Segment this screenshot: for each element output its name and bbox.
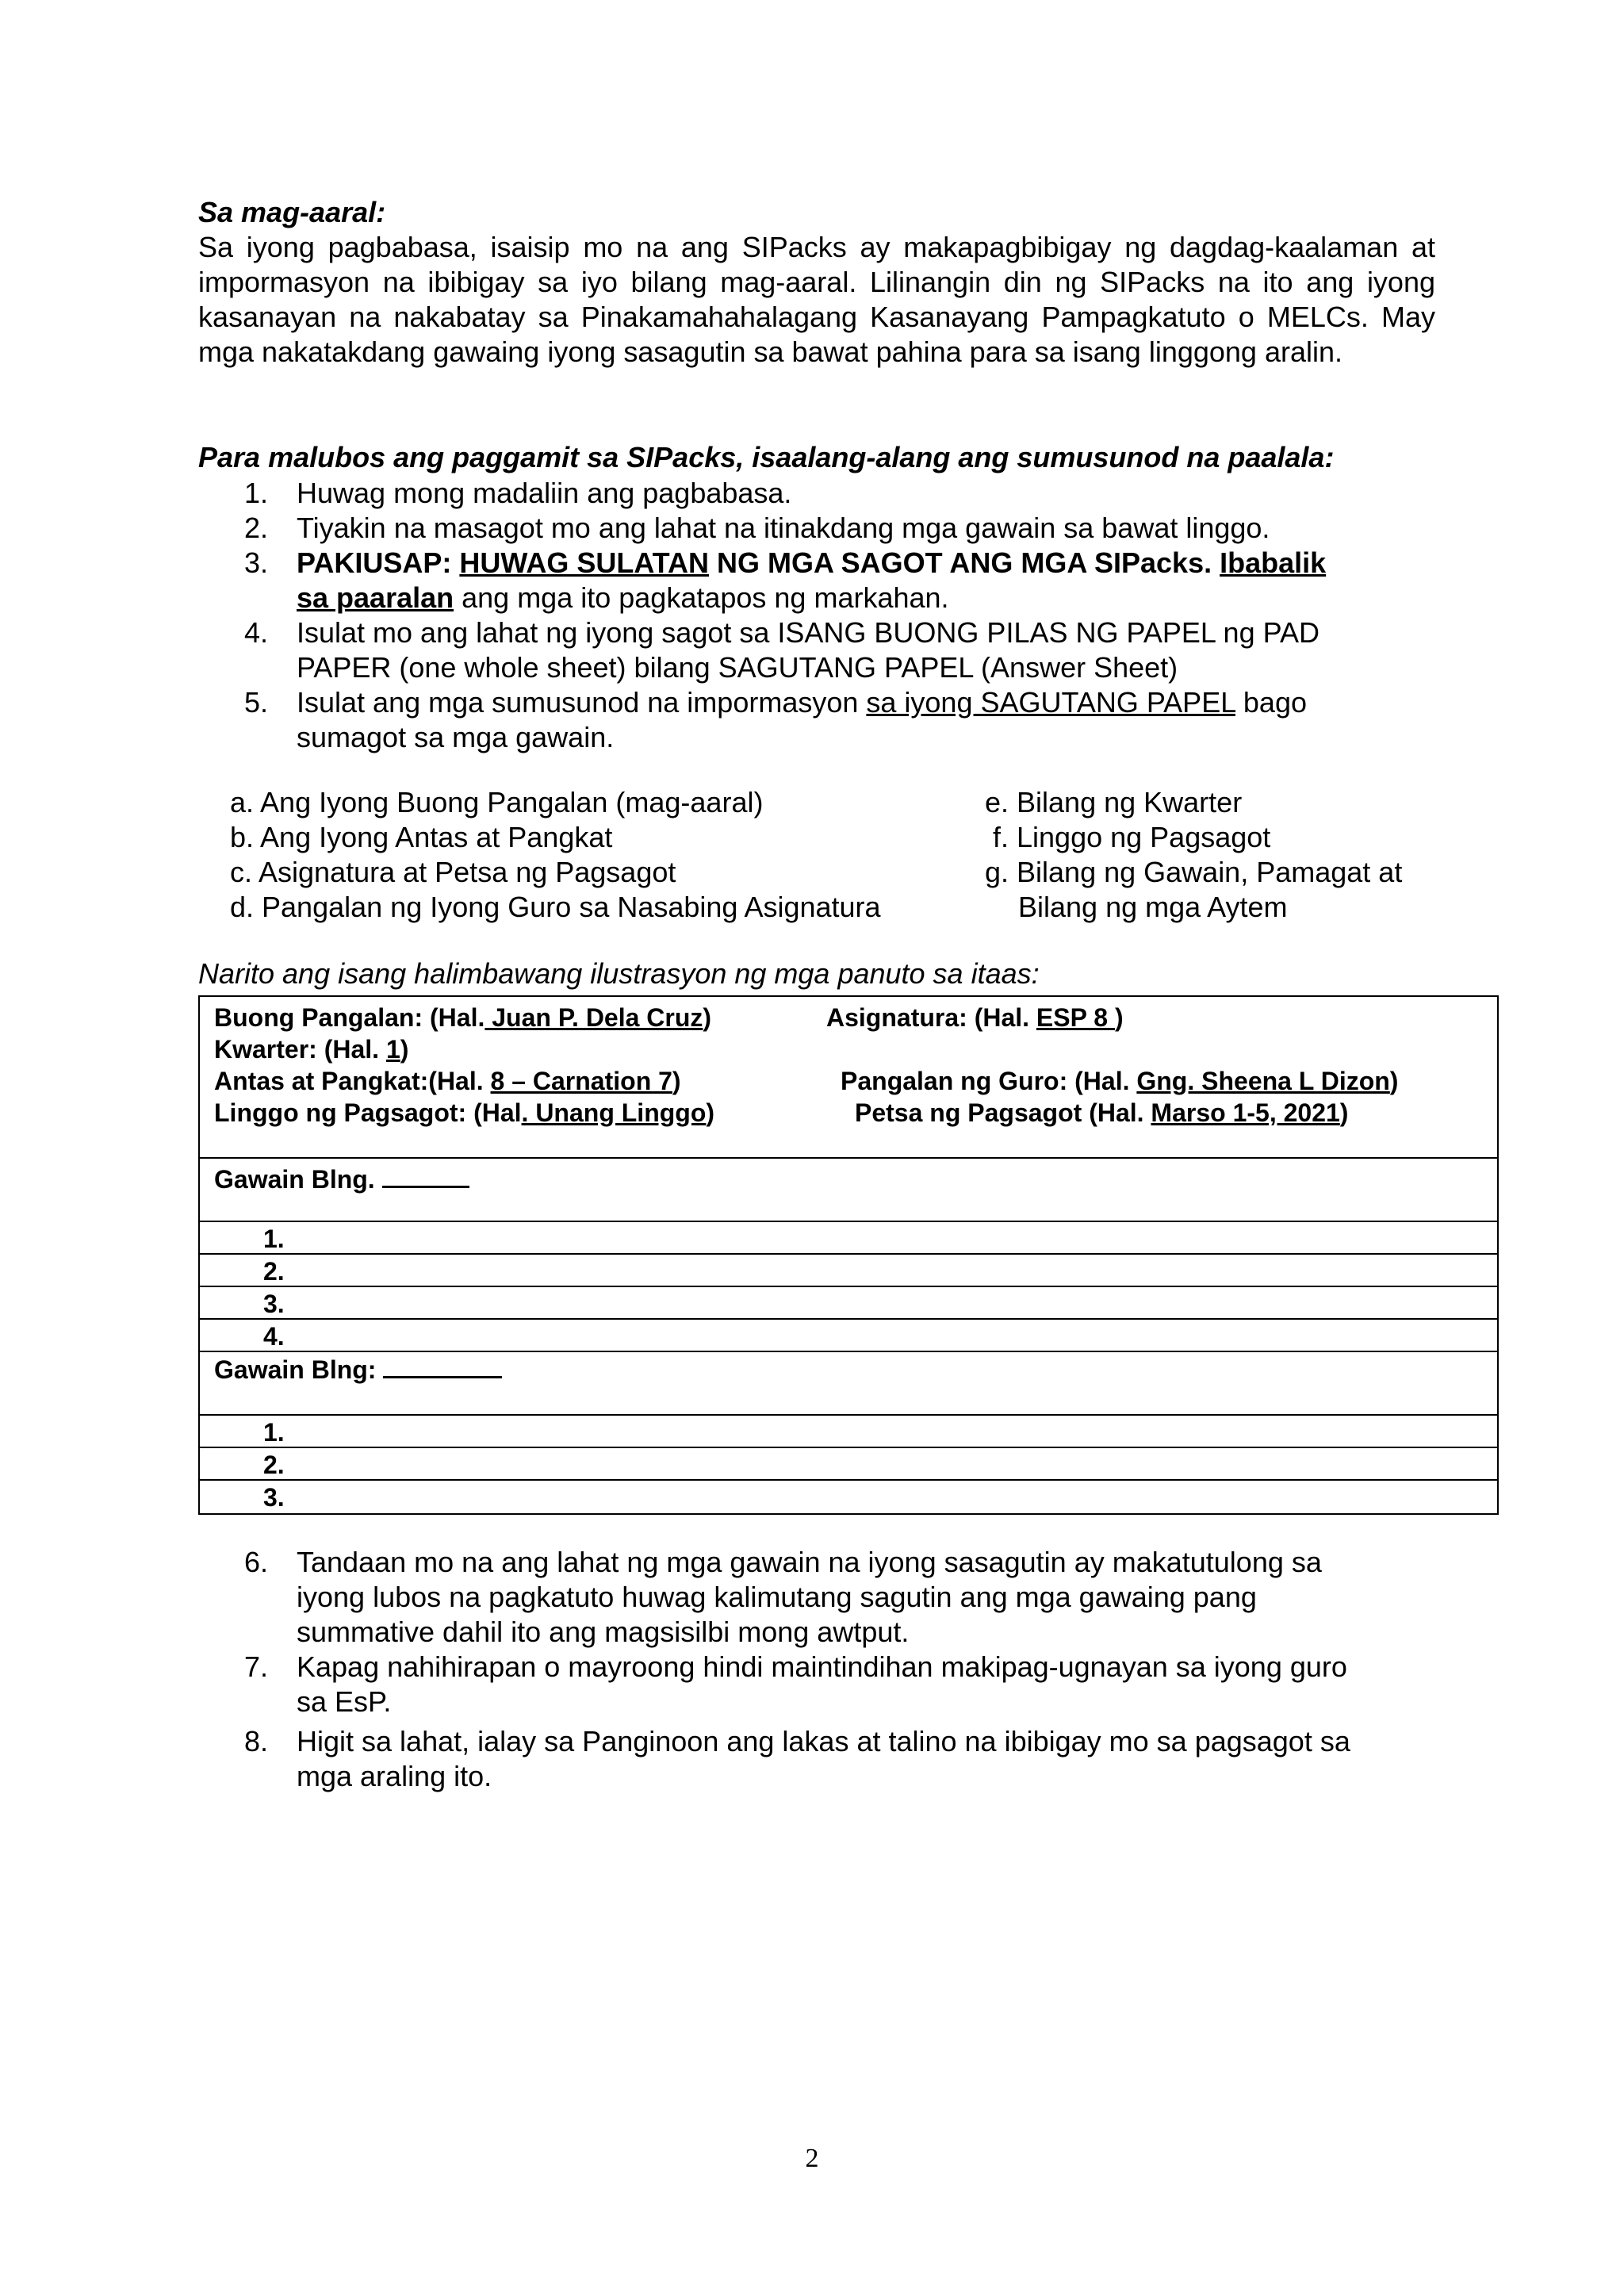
- info-item-d: d. Pangalan ng Iyong Guro sa Nasabing Asignatura: [230, 891, 881, 923]
- sample-answer-sheet: [198, 995, 1499, 1515]
- list-item: 7. Kapag nahihirapan o mayroong hindi maintindihan makipag-ugnayan sa iyong guro sa EsP.: [244, 1650, 1347, 1718]
- list-item: 8. Higit sa lahat, ialay sa Panginoon ang lakas at talino na ibibigay mo sa pagsagot sa mga araling ito.: [244, 1725, 1350, 1792]
- list-item: 2. Tiyakin na masagot mo ang lahat na itinakdang mga gawain sa bawat linggo.: [244, 512, 1270, 544]
- info-item-c: c. Asignatura at Petsa ng Pagsagot: [230, 856, 676, 888]
- list-item: 5. Isulat ang mga sumusunod na impormasyon sa iyong SAGUTANG PAPEL bago sumagot sa mga gawain.: [244, 686, 1307, 753]
- page-number: 2: [805, 2144, 819, 2173]
- info-item-e: e. Bilang ng Kwarter: [985, 786, 1243, 818]
- sample-kwarter: Kwarter: (Hal. 1): [214, 1035, 409, 1064]
- table-row: 3.: [200, 1287, 1497, 1320]
- sample-header-info: [200, 997, 1497, 1159]
- illustration-caption: Narito ang isang halimbawang ilustrasyon ng mga panuto sa itaas:: [198, 957, 1040, 990]
- table-row: 1.: [200, 1222, 1497, 1255]
- intro-paragraph: Sa iyong pagbabasa, isaisip mo na ang SIPacks ay makapagbibigay ng dagdag-kaalaman at impormasyon na ibibigay sa iyo bilang mag-aaral. Lilinangin din ng SIPacks na ito ang iyong kasanayan na nakabatay sa Pinakamahahalagang Kasanayang Pampagkatuto o MELCs. May mga nakatakdang gawaing iyong sasagutin sa bawat pahina para sa isang linggong aralin.: [198, 231, 1435, 368]
- list-item: 6. Tandaan mo na ang lahat ng mga gawain na iyong sasagutin ay makatutulong sa iyong lubos na pagkatuto huwag kalimutang sagutin ang mga gawaing pang summative dahil ito ang magsisilbi mong awtput.: [244, 1546, 1322, 1648]
- blank-line: [382, 1162, 469, 1188]
- table-row: 2.: [200, 1255, 1497, 1287]
- list-item: 1. Huwag mong madaliin ang pagbabasa.: [244, 477, 792, 509]
- blank-line: [383, 1352, 502, 1378]
- info-item-b: b. Ang Iyong Antas at Pangkat: [230, 821, 613, 853]
- reminders-list-bottom: [198, 1545, 1435, 1794]
- section-heading: Sa mag-aaral:: [198, 196, 386, 228]
- list-item: 4. Isulat mo ang lahat ng iyong sagot sa ISANG BUONG PILAS NG PAPEL ng PAD PAPER (one whole sheet) bilang SAGUTANG PAPEL (Answer Sheet): [244, 616, 1320, 684]
- sample-guro: Pangalan ng Guro: (Hal. Gng. Sheena L Dizon): [841, 1067, 1399, 1095]
- sample-gawain-2: Gawain Blng:: [200, 1352, 1497, 1416]
- sample-asignatura: Asignatura: (Hal. ESP 8 ): [826, 1003, 1124, 1032]
- sample-buong-pangalan: Buong Pangalan: (Hal. Juan P. Dela Cruz): [214, 1003, 712, 1032]
- info-item-f: f. Linggo ng Pagsagot: [993, 821, 1271, 853]
- table-row: 2.: [200, 1448, 1497, 1481]
- reminders-heading: Para malubos ang paggamit sa SIPacks, isaalang-alang ang sumusunod na paalala:: [198, 441, 1335, 473]
- info-item-g: g. Bilang ng Gawain, Pamagat at: [985, 856, 1403, 888]
- info-item-a: a. Ang Iyong Buong Pangalan (mag-aaral): [230, 786, 764, 818]
- table-row: 3.: [263, 1483, 285, 1512]
- sample-linggo: Linggo ng Pagsagot: (Hal. Unang Linggo): [214, 1098, 715, 1127]
- table-row: 1.: [200, 1416, 1497, 1448]
- sample-gawain-1: Gawain Blng.: [200, 1159, 1497, 1222]
- sample-antas: Antas at Pangkat:(Hal. 8 – Carnation 7): [214, 1067, 681, 1095]
- list-item: 3. PAKIUSAP: HUWAG SULATAN NG MGA SAGOT ANG MGA SIPacks. Ibabalik sa paaralan ang mga ito pagkatapos ng markahan.: [244, 546, 1327, 614]
- sample-petsa: Petsa ng Pagsagot (Hal. Marso 1-5, 2021): [855, 1098, 1349, 1127]
- info-item-g-cont: Bilang ng mga Aytem: [1018, 891, 1288, 923]
- table-row: 4.: [200, 1320, 1497, 1352]
- reminders-list-top: [198, 476, 1435, 755]
